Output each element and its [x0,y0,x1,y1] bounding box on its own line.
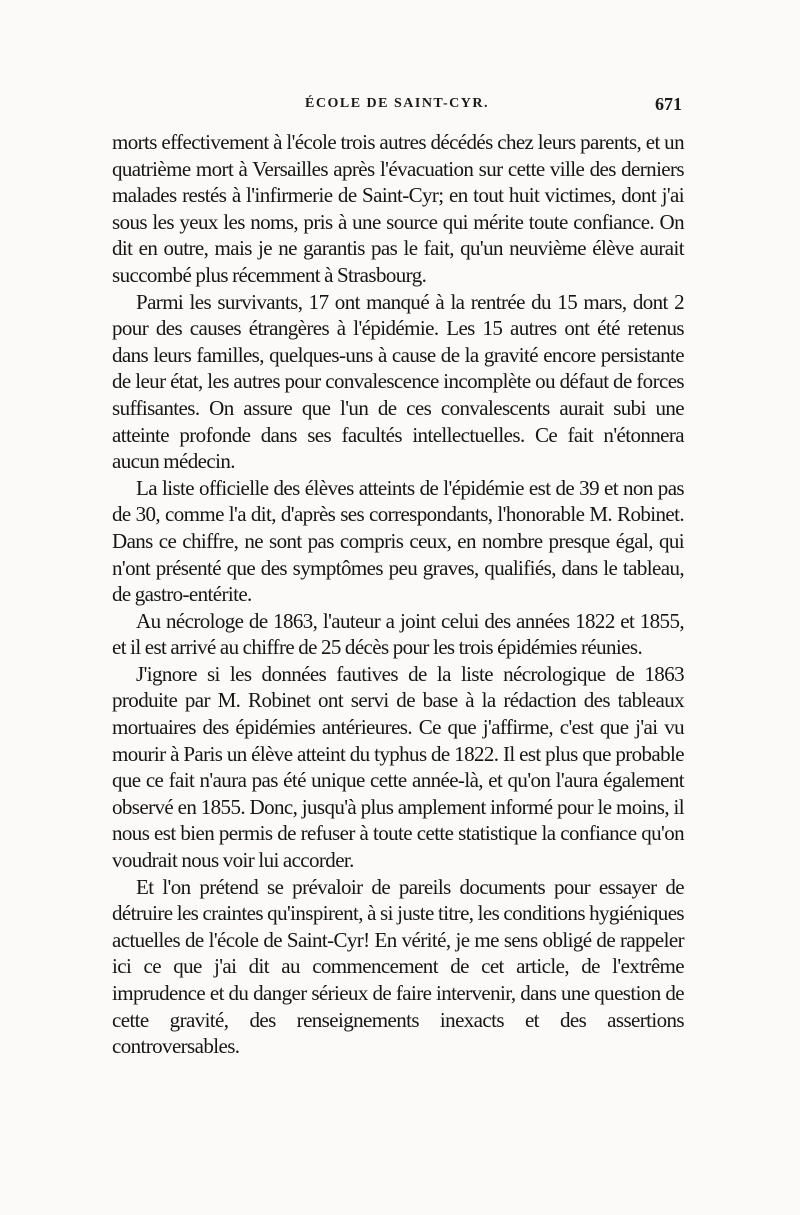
paragraph: Au nécrologe de 1863, l'auteur a joint celui des années 1822 et 1855, et il est arrivé au chiffre de 25 décès pour les trois épidémies réunies. [112,608,684,660]
paragraph: Et l'on prétend se prévaloir de pareils documents pour essayer de détruire les craintes qu'inspirent, à si juste titre, les conditions hygiéniques actuelles de l'école de Saint-Cyr! En vérité, je me sens obligé de rappeler ici ce que j'ai dit au commencement de cet article, de l'extrême imprudence et du danger sérieux de faire intervenir, dans une question de cette gravité, des renseignements inexacts et des assertions controversables. [112,874,684,1059]
paragraph: Parmi les survivants, 17 ont manqué à la rentrée du 15 mars, dont 2 pour des causes étrangères à l'épidémie. Les 15 autres ont été retenus dans leurs familles, quelques-uns à cause de la gravité encore persistante de leur état, les autres pour convalescence incomplète ou défaut de forces suffisantes. On assure que l'un de ces convalescents aurait subi une atteinte profonde dans ses facultés intellectuelles. Ce fait n'étonnera aucun médecin. [112,289,684,474]
paragraph-continued: morts effectivement à l'école trois autres décédés chez leurs parents, et un quatrième mort à Versailles après l'évacuation sur cette ville des derniers malades restés à l'infirmerie de Saint-Cyr; en tout huit victimes, dont j'ai sous les yeux les noms, pris à une source qui mérite toute confiance. On dit en outre, mais je ne garantis pas le fait, qu'un neuvième élève aurait succombé plus récemment à Strasbourg. [112,130,684,287]
paragraph: La liste officielle des élèves atteints de l'épidémie est de 39 et non pas de 30, comme l'a dit, d'après ses correspondants, l'honorable M. Robinet. Dans ce chiffre, ne sont pas compris ceux, en nombre presque égal, qui n'ont présenté que des symptômes peu graves, qualifiés, dans le tableau, de gastro-entérite. [112,475,684,607]
paragraph: J'ignore si les données fautives de la liste nécrologique de 1863 produite par M. Robinet ont servi de base à la rédaction des tableaux mortuaires des épidémies antérieures. Ce que j'affirme, c'est que j'ai vu mourir à Paris un élève atteint du typhus de 1822. Il est plus que probable que ce fait n'aura pas été unique cette année-là, et qu'on l'aura également observé en 1855. Donc, jusqu'à plus amplement informé pour le moins, il nous est bien permis de refuser à toute cette statistique la confiance qu'on voudrait nous voir lui accorder. [112,661,684,873]
body-text [112,129,684,1060]
page-header [112,96,682,120]
page-number: 671 [655,94,682,114]
running-title: ÉCOLE DE SAINT-CYR. [305,96,489,111]
